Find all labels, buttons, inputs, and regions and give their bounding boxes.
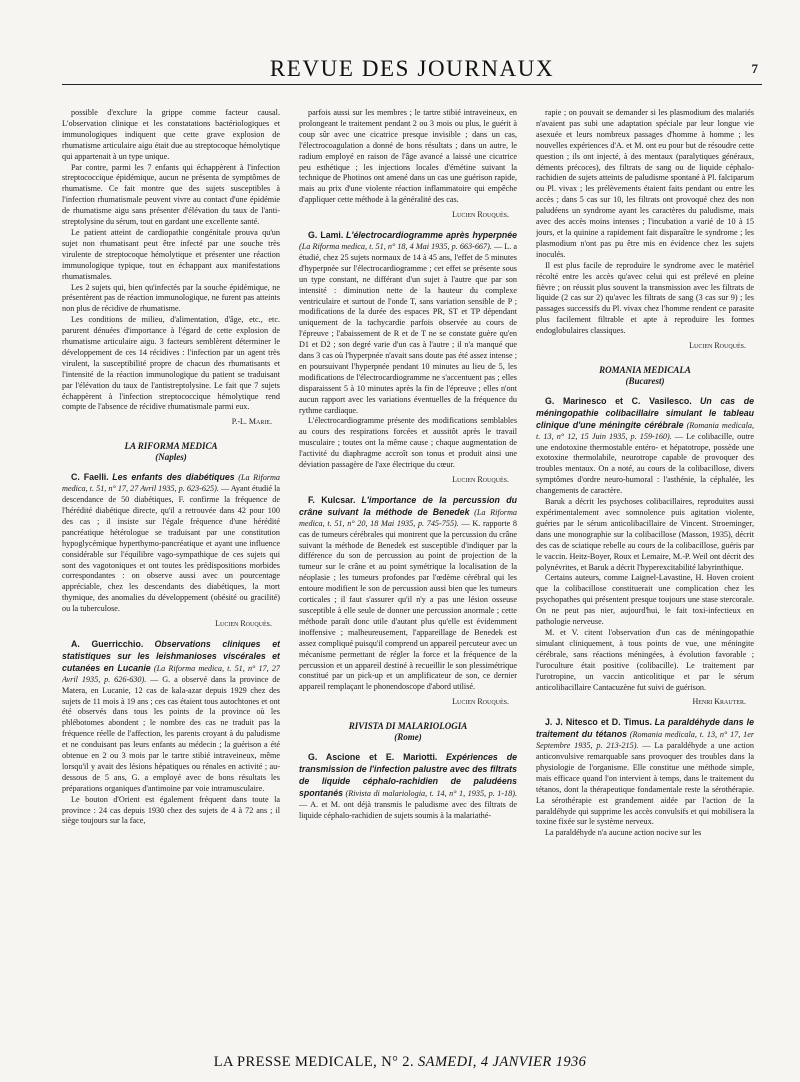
author-signature: Henri Krauter.: [692, 697, 746, 707]
article-reference: (La Riforma medica, t. 51, n° 17, 27 Avril 1935, p. 623-625).: [62, 473, 280, 494]
article-paragraph: [299, 495, 517, 693]
author-signature: P.-L. Marie.: [231, 417, 272, 427]
article-reference: (Romania medicala, t. 13, n° 17, 1er Septembre 1935, p. 213-215).: [536, 730, 754, 751]
column-1: [62, 108, 280, 1048]
paragraph: parfois aussi sur les membres ; le tartre stibié intraveineux, en prolongeant le traitement pendant 2 ou 3 mois ou plus, le guérit à coup sûr avec une cicatrice presque invisible ; dans un cas, l'électrocoagulation a donné de bons résultats ; dans un autre, le radium employé en raison de l'âge avancé a laissé une cicatrice peu esthétique ; les injections locales d'émétine suivant la technique de Photinos ont amené dans un cas une guérison rapide, mais au prix d'une violente réaction inflammatoire qui empêche d'appliquer cette méthode à la généralité des cas.: [299, 108, 517, 205]
article-author: G. Lami.: [308, 230, 344, 241]
footer-journal: LA PRESSE MEDICALE, N° 2.: [213, 1054, 414, 1070]
article-paragraph: [536, 396, 754, 497]
article-reference: (La Riforma medica, t. 51, n° 18, 4 Mai 1935, p. 663-667).: [299, 241, 492, 251]
column-3: [536, 108, 754, 1048]
section-title: RIVISTA DI MALARIOLOGIA: [348, 721, 468, 732]
paragraph: Les 2 sujets qui, bien qu'infectés par la souche épidémique, ne présentèrent pas de réaction immunologique, ne furent pas atteints non plus de récidive de rhumatisme.: [62, 282, 280, 314]
article-body: — L. a étudié, chez 25 sujets normaux de 14 à 45 ans, l'effet de 5 minutes d'hyperpnée sur l'électrocardiogramme ; cet effet se présente sous un type constant, ne différant d'un sujet à l'autre que par son intensité : diminution nette de la hauteur du complexe ventriculaire et surtout de l'onde T, sans variation sensible de P ; modifications de la durée des espaces PR, ST et TP dépendant uniquement de la tachycardie parfois observée au cours de l'épreuve ; l'abaissement de R et de T ne se constate guère qu'en D1 et D2 ; son degré varie d'un cas à l'autre ; il n'a manqué que dans 3 cas où l'hyperpnée n'avait sans doute pas été assez intense ; en poursuivant l'hyperpnée pendant 10 minutes au lieu de 5, les modifications de l'électrocardiogramme ne s'accentuent pas ; elles disparaissent 5 à 10 minutes après la fin de l'épreuve ; elles n'ont aucun rapport avec les variations éventuelles de la fréquence du rythme cardiaque.: [299, 241, 517, 415]
article-columns: [62, 108, 762, 1048]
author-signature: Lucien Rouquès.: [452, 697, 509, 707]
article: [299, 495, 517, 708]
journal-title: REVUE DES JOURNAUX: [269, 56, 555, 81]
paragraph: Par contre, parmi les 7 enfants qui échappèrent à l'infection streptococcique épidémique, aucun ne présenta de symptômes de rhumatisme. Ce fait montre que des sujets susceptibles à l'infection rhumatismale peuvent vivre au contact d'une épidémie de rhumatisme aigu sans présenter d'élévation du taux de l'anti-streptolysine du sérum, tout en gardant une excellente santé.: [62, 162, 280, 227]
paragraph: Certains auteurs, comme Laignel-Lavastine, H. Hoven croient que la colibacillose constituerait une complication chez les psychopathes qui présentent presque toujours une stase stercorale. On ne peut pas nier, aujourd'hui, le fait toxi-infectieux en pathologie nerveuse.: [536, 573, 754, 627]
article-body: — La paraldéhyde a une action anticonvulsive remarquable sans provoquer des troubles dans la physiologie de l'organisme. Elle constitue une méthode simple, mais efficace quand l'on intervient à temps, dans le traitement du tétanos, dont la thérapeutique fondamentale reste la sérothérapie. La sérothérapie est grandement aidée par l'action de la paraldéhyde qui supprime les accès convulsifs et qui mobilisera la toxine fixée sur le système nerveux.: [536, 741, 754, 827]
page-number: 7: [751, 61, 758, 76]
section-title: ROMANIA MEDICALA: [599, 364, 691, 375]
article-title: L'importance de la percussion du crâne suivant la méthode de Benedek: [299, 494, 517, 517]
paragraph: Les conditions de milieu, d'alimentation, d'âge, etc., etc. parurent dénuées d'importance à l'égard de cette explosion de rhumatisme articulaire aigu. 3 facteurs semblèrent déterminer le développement de ces 14 récidives : l'infection par un agent très virulent, la susceptibilité propre de chacun des rhumatisants et l'intensité de la réaction immunologique du patient se traduisant par l'élévation du taux de l'antistreptolysine. Le fait que 7 sujets échappèrent à l'infection streptococcique hémolytique rend compte de l'absence de récidive rhumatismale parmi eux.: [62, 315, 280, 412]
article-paragraph: [299, 752, 517, 821]
article-body: — Le colibacille, outre une endotoxine thermostable entéro- et hépatotrope, possède une exotoxine thermolabile, neurotrope capable de provoquer des troubles mentaux. On a noté, au cours de la colibacillose, divers symptômes d'ordre neuro-humoral : l'asthénie, la céphalée, les changements de caractère.: [536, 431, 754, 496]
author-signature: Lucien Rouquès.: [452, 210, 509, 220]
paragraph: L'électrocardiogramme présente des modifications semblables au cours des respirations forcées et aussitôt après le travail musculaire ; toutes ont la même cause ; chaque augmentation de l'activité du diaphragme accroît son tonus et produit ainsi une déviation passagère de l'axe électrique du cœur.: [299, 416, 517, 470]
section-subtitle: (Bucarest): [625, 375, 665, 386]
article: [62, 639, 280, 827]
article-body: — Ayant étudié la descendance de 50 diabétiques, F. confirme la fréquence de l'hérédité diabétique directe, qu'il a retrouvée dans 42 pour 100 des cas ; il insiste sur l'égale fréquence d'une hérédité pancréatique hétérologue se traduisant par une constitution hypoglycémique hyperthymo-pancréatique et ayant une influence considérable sur l'équilibre vago-sympathique de ces sujets qui sont des vagotoniques et ont toutes les prédispositions morbides correspondantes : on observe aussi avec un pourcentage appréciable, chez les descendants des diabétiques, la mort thymique, des anomalies du développement (obésité ou gracilité) ou la tuberculose.: [62, 484, 280, 614]
paragraph: Le bouton d'Orient est également fréquent dans toute la province : 24 cas depuis 1930 chez des sujets de 4 à 72 ans ; il siège toujours sur la face,: [62, 794, 280, 826]
article-title: Observations cliniques et statistiques sur les leishmanioses viscérales et cutanées en Lucanie: [62, 638, 280, 673]
article-author: J. J. Nitesco et D. Timus.: [545, 717, 652, 728]
article-title: L'électrocardiogramme après hyperpnée: [345, 230, 517, 241]
article-title: La paraldéhyde dans le traitement du tétanos: [536, 717, 754, 740]
article-title: Les enfants des diabétiques: [112, 472, 235, 483]
paragraph: rapie ; on pouvait se demander si les plasmodium des malariés n'avaient pas subi une adaptation spéciale par leur longue vie asexuée et leurs nombreux passages d'homme à homme ; les nouvelles expériences d'A. et M. ont eu pour but de résoudre cette question ; ils ont injecté, à des mentaux (paralytiques généraux, déments précoces), des filtrats de sang ou de liquide céphalo-rachidien de sujets atteints de paludisme spontané à Pl. falciparum ou Pl. vivax ; les prélèvements étaient faits pendant ou entre les accès ; dans 5 cas sur 10, les filtrats ont provoqué chez des non paludéens un syndrome ayant les caractères du paludisme, mais avec des accès moins intenses ; l'incubation a varié de 10 à 15 jours, et la quinine a rapidement fait disparaître le syndrome ; les plasmodium n'ont pas pu être mis en évidence chez les sujets inoculés.: [536, 108, 754, 259]
author-signature: Lucien Rouquès.: [689, 341, 746, 351]
article-title: Un cas de méningopathie colibacillaire simulant le tableau clinique d'une méningite cérébrale: [536, 395, 754, 430]
section-subtitle: (Rome): [394, 732, 422, 743]
paragraph: M. et V. citent l'observation d'un cas de méningopathie simulant cliniquement, à tous points de vue, une méningite cérébrale, sans réactions méningées, à évolution favorable ; l'uroculture était positive (colibacille). Le traitement par l'urotropine, un vaccin anticolitique et par le sérum anticolibacillaire Cantacuzène fut suivi de guérison.: [536, 627, 754, 692]
article-reference: (La Riforma medica, t. 51, n° 17, 27 Avril 1935, p. 626-630).: [62, 663, 280, 684]
author-signature: Lucien Rouquès.: [452, 475, 509, 484]
page-footer: [80, 1054, 720, 1071]
article-body: — A. et M. ont déjà transmis le paludisme avec des filtrats de liquide céphalo-rachidien de sujets soumis à la malariathé-: [299, 799, 517, 820]
article-author: G. Marinesco et C. Vasilesco.: [545, 395, 692, 406]
article-body: — K. rapporte 8 cas de tumeurs cérébrales qui montrent que la percussion du crâne suivant la méthode de Benedek est susceptible d'indiquer par la différence du son de percussion au point de projection de la tumeur sur le crâne et au point symétrique la localisation de la néoplasie ; les tumeurs profondes par l'œdème cérébral qui les entoure modifient le son de percussion aussi bien que les tumeurs corticales ; il faut s'assurer qu'il n'y a pas une lésion osseuse susceptible à elle seule de donner une percussion anormale ; cette méthode paraît donc utile d'autant plus qu'elle est évidemment inoffensive ; malheureusement, l'appareillage de Benedek est assez compliqué puisqu'il comprend un appareil percuteur avec un mécanisme permettant de régler la force et la fréquence de la percussion et un appareil destiné à recueillir le son plessimétrique constitué par un pick-up et un amplificateur de son, ce dernier appareil remplaçant le phonendoscope d'abord utilisé.: [299, 518, 517, 692]
paragraph: possible d'exclure la grippe comme facteur causal. L'observation clinique et les constatations bactériologiques et immunologiques indiquent que cette grave explosion de rhumatisme articulaire aigu était due au streptocoque hémolytique qui appartenait à un type unique.: [62, 108, 280, 161]
column-2: [299, 108, 517, 1048]
article: [299, 752, 517, 821]
article-title: Expériences de transmission de l'infection palustre avec des filtrats de liquide céphalo-rachidien de paludéens spontanés: [299, 752, 517, 798]
article-author: G. Ascione et E. Mariotti.: [308, 752, 438, 763]
article-author: C. Faelli.: [71, 472, 109, 483]
article-paragraph: [62, 472, 280, 615]
article-author: F. Kulcsar.: [308, 494, 356, 505]
footer-date: SAMEDI, 4 JANVIER 1936: [418, 1054, 587, 1070]
article: [536, 717, 754, 839]
article: [536, 396, 754, 708]
section-subtitle: (Naples): [155, 452, 187, 463]
paragraph: Baruk a décrit les psychoses colibacillaires, reproduites aussi expérimentalement avec somnolence puis agitation violente, guéries par le sérum anticolibacillaire de Vincent. Stroeminger, dans une monographie sur la colibacillose (Masson, 1935), décrit des cas de sciatique rebelle au cours de la colibacillose, guéris par le vaccin. Heitz-Boyer, Roux et Lemaire, M.-P. Weil ont décrit des polynévrites, et Baruk a décrit l'hyperexcitabilité labyrinthique.: [536, 497, 754, 572]
page-header: [62, 44, 762, 85]
article-reference: (La Riforma medica, t. 51, n° 20, 18 Mai 1935, p. 745-755).: [299, 507, 517, 528]
article-paragraph: [62, 639, 280, 795]
article: [62, 472, 280, 630]
article-reference: (Romania medicala, t. 13, n° 12, 15 Juin 1935, p. 159-160).: [536, 420, 754, 441]
article-body: — G. a observé dans la province de Matera, en Lucanie, 12 cas de kala-azar depuis 1929 chez des sujets de 11 mois à 19 ans ; ces cas étaient tous autochtones et ont été observés dans tous les points de la province où les phlébotomes abondent ; le nombre des cas ne traduit pas la fréquence réelle de l'affection, les parents croyant à du paludisme et ne conduisant pas leurs enfants au médecin ; la guérison a été obtenue en 2 ou 3 mois par le tartre stibié intraveineux, même lorsqu'il y avait des lésions hépatiques ou rénales en activité ; au-dessous de 5 ans, G. a employé avec de bons résultats les préparations organiques d'antimoine par voie intramusculaire.: [62, 674, 280, 793]
section-title: LA RIFORMA MEDICA: [124, 441, 218, 452]
paragraph: La paraldéhyde n'a aucune action nocive sur les: [545, 828, 702, 838]
article-paragraph: [536, 717, 754, 828]
article-reference: (Rivista di malariologia, t. 14, n° 1, 1935, p. 1-18).: [345, 788, 517, 798]
article-author: A. Guerricchio.: [71, 638, 144, 649]
paragraph: Il est plus facile de reproduire le syndrome avec le matériel récolté entre les accès qu'avec celui qui est prélevé en pleine fièvre ; on réussit plus souvent la transmission avec les filtrats de liquide (2 cas sur 2) qu'avec les filtrats de sang (3 cas sur 9) ; les passages successifs du Pl. vivax chez l'homme rendent ce parasite plus facilement filtrable et apte à reproduire les formes endoglobulaires classiques.: [536, 260, 754, 336]
article-paragraph: [299, 230, 517, 416]
author-signature: Lucien Rouquès.: [215, 619, 272, 629]
article: [299, 230, 517, 486]
paragraph: Le patient atteint de cardiopathie congénitale prouva qu'un sujet non rhumatisant peut être infecté par une souche très virulente de streptocoque hémolytique et présenter une réaction immunologique typique, tout en échappant aux manifestations rhumatismales.: [62, 227, 280, 281]
